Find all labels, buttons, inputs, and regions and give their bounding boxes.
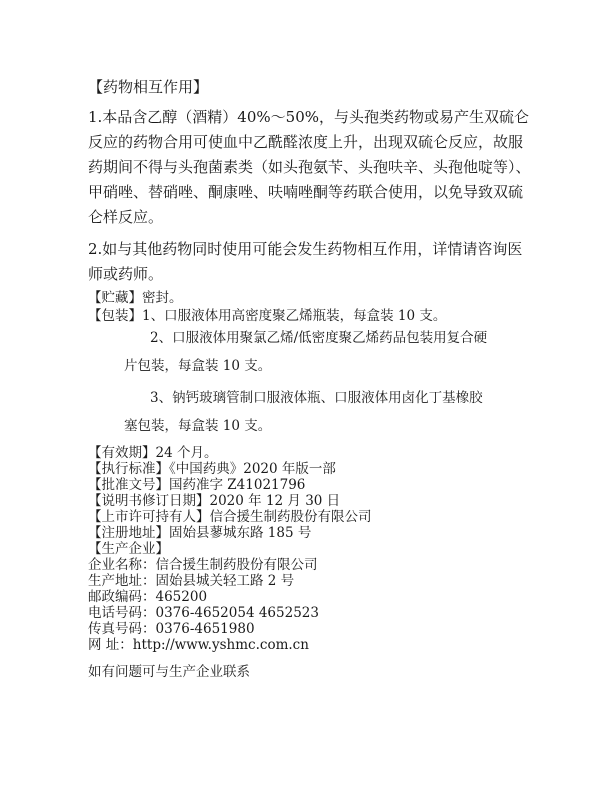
manufacturer-heading: 【生产企业】	[88, 541, 169, 557]
approval-number-text: 【批准文号】国药准字 Z41021796	[88, 477, 306, 493]
company-name-text: 企业名称：信合援生制药股份有限公司	[88, 557, 318, 573]
fax-text: 传真号码：0376-4651980	[88, 621, 255, 637]
packaging-line-5: 塞包装，每盒装 10 支。	[124, 418, 272, 434]
production-address-text: 生产地址：固始县城关轻工路 2 号	[88, 573, 295, 589]
revision-date-text: 【说明书修订日期】2020 年 12 月 30 日	[88, 493, 341, 509]
footer-contact-text: 如有问题可与生产企业联系	[88, 664, 250, 680]
phone-text: 电话号码：0376-4652054 4652523	[88, 605, 319, 621]
interaction-paragraph-1-line-5: 仑样反应。	[88, 208, 164, 226]
website-text: 网 址：http://www.yshmc.com.cn	[88, 637, 309, 653]
standard-text: 【执行标准】《中国药典》2020 年版一部	[88, 461, 336, 477]
storage-text: 【贮藏】密封。	[88, 290, 183, 306]
packaging-line-4: 3、钠钙玻璃管制口服液体瓶、口服液体用卤化丁基橡胶	[150, 390, 483, 406]
packaging-line-1: 【包装】1、口服液体用高密度聚乙烯瓶装，每盒装 10 支。	[88, 308, 447, 324]
interaction-paragraph-2-line-1: 2.如与其他药物同时使用可能会发生药物相互作用，详情请咨询医	[88, 240, 523, 258]
interaction-paragraph-1-line-2: 反应的药物合用可使血中乙酰醛浓度上升，出现双硫仑反应，故服	[88, 133, 524, 151]
interaction-paragraph-1-line-1: 1.本品含乙醇（酒精）40%～50%，与头孢类药物或易产生双硫仑	[88, 108, 529, 126]
interaction-paragraph-1-line-3: 药期间不得与头孢菌素类（如头孢氨苄、头孢呋辛、头孢他啶等）、	[88, 158, 531, 176]
registered-address-text: 【注册地址】固始县蓼城东路 185 号	[88, 525, 312, 541]
validity-text: 【有效期】24 个月。	[88, 445, 218, 461]
interaction-paragraph-2-line-2: 师或药师。	[88, 265, 164, 283]
packaging-line-2: 2、口服液体用聚氯乙烯/低密度聚乙烯药品包装用复合硬	[150, 330, 488, 346]
marketing-holder-text: 【上市许可持有人】信合援生制药股份有限公司	[88, 509, 372, 525]
interaction-paragraph-1-line-4: 甲硝唑、替硝唑、酮康唑、呋喃唑酮等药联合使用，以免导致双硫	[88, 183, 524, 201]
packaging-line-3: 片包装，每盒装 10 支。	[124, 358, 272, 374]
section-heading-drug-interactions: 【药物相互作用】	[88, 78, 209, 96]
postcode-text: 邮政编码：465200	[88, 589, 208, 605]
